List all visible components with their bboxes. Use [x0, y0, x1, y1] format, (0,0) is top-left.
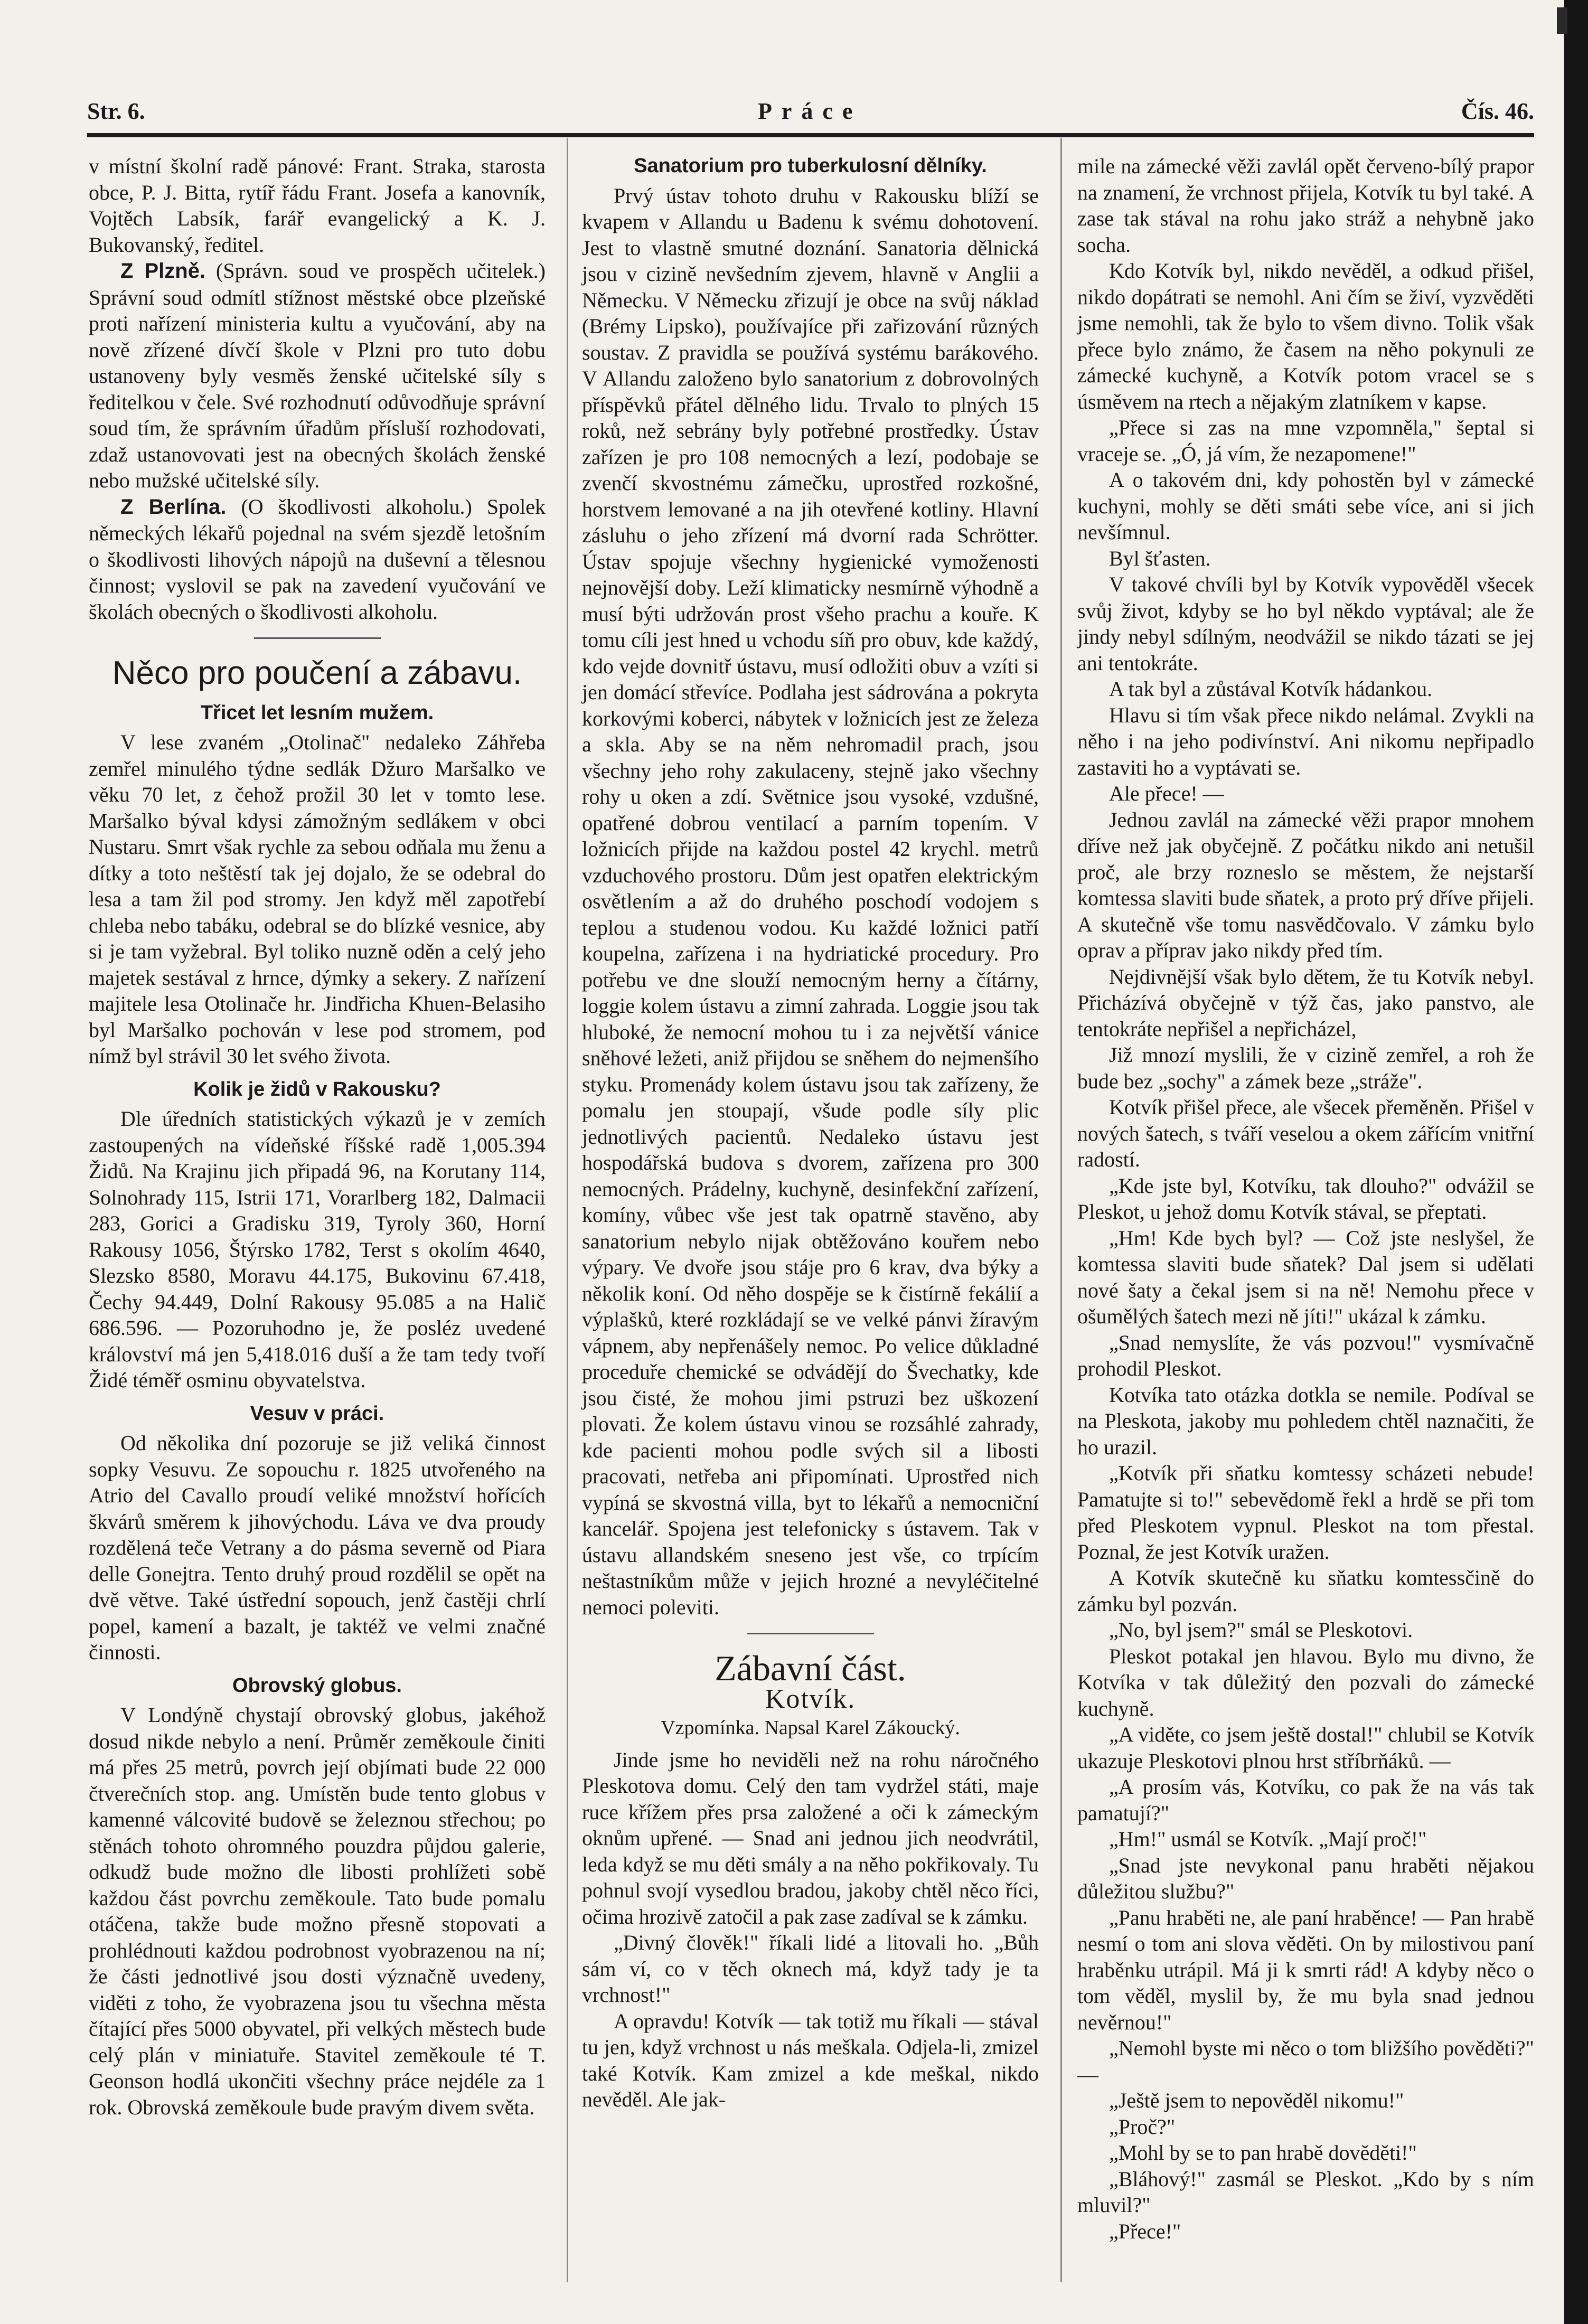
scan-mark — [1557, 7, 1567, 34]
story-paragraph: „Snad jste nevykonal panu hraběti nějakou důležitou službu?" — [1077, 1853, 1534, 1903]
article-heading: Obrovský globus. — [232, 1674, 402, 1697]
article-paragraph — [89, 494, 546, 625]
column-rule — [567, 138, 568, 2282]
section-title: Zábavní část. — [715, 1648, 906, 1688]
article-heading: Kolik je židů v Rakousku? — [193, 1078, 441, 1100]
issue-number: Čís. 46. — [1461, 98, 1534, 124]
page-header — [87, 98, 1534, 135]
story-paragraph: Kotvíka tato otázka dotkla se nemile. Podíval se na Pleskota, jakoby mu pohledem chtěl naznačiti, že ho urazil. — [1077, 1382, 1534, 1459]
article-paragraph: Od několika dní pozoruje se již veliká činnost sopky Vesuvu. Ze sopouchu r. 1825 utvořeného na Atrio del Cavallo proudí veliké množství hořících škvárů směrem k jihovýchodu. Láva ve dva proudy rozdělená teče Vetrany a do pásma severně od Piara delle Gonejtra. Tento druhý proud rozdělil se opět na dvě větve. Také ústřední sopouch, jenž častěji chrlí popel, kamení a bazalt, je taktéž ve velmi značné činnosti. — [89, 1431, 546, 1664]
article-paragraph: Prvý ústav tohoto druhu v Rakousku blíží se kvapem v Allandu u Badenu k svému dohotovení. Jest to vlastně smutné doznání. Sanatoria dělnická jsou v cizině nevšedním zjevem, hlavně v Anglii a Německu. V Německu zřizují je obce na svůj náklad (Brémy Lipsko), používajíce při zařizování různých soustav. Z pravidla se používá systému barákového. V Allandu založeno bylo sanatorium z dobrovolných příspěvků přátel dělného lidu. Trvalo to plných 15 roků, než sebrány byly potřebné prostředky. Ústav zařízen je pro 108 nemocných a lezí, podobaje se zvenčí skvostnému zámečku, uprostřed rozkošné, horstvem lemované a na jih otevřené kotliny. Hlavní zásluhu o jeho zřízení má dvorní rada Schrötter. Ústav spojuje všechny hygienické vymoženosti nejnovější doby. Leží klimaticky nesmírně výhodně a musí býti udržován prost všeho prachu a kouře. K tomu cíli jest hned u vchodu síň pro obuv, kde každý, kdo vejde dovnitř ústavu, musí odložiti obuv a vzíti si jen domácí střevíce. Podlaha jest sádrována a pokryta korkovými koberci, nábytek v ložnicích jest ze železa a skla. Aby se na něm nehromadil prach, jsou všechny jeho rohy zakulaceny, stejně jako všechny rohy u oken a zdí. Světnice jsou vysoké, vzdušné, opatřené dobrou ventilací a parním topením. V ložnicích přijde na každou postel 42 krychl. metrů vzduchového prostoru. Dům jest opatřen elektrickým osvětlením a až do druhého poschodí vodojem s teplou a studenou vodou. Ku každé ložnici patří koupelna, zařízena i na hydriatické procedury. Pro potřebu ve dne slouží nemocným herny a čítárny, loggie kolem ústavu a zimní zahrada. Loggie jsou tak hluboké, že nemocní mohou tu i za největší vánice sněhové ležeti, aniž přijdou se sněhem do nejmenšího styku. Promenády kolem ústavu jsou tak zařízeny, že pomalu jen stoupají, všude podle síly plic jednotlivých pacientů. Nedaleko ústavu jest hospodářská budova s dvorem, zařízena pro 300 nemocných. Prádelny, kuchyně, desinfekční zařízení, komíny, vůbec vše jest tak opatrně stavěno, aby sanatorium nebylo nijak obtěžováno kouřem nebo výpary. Ve dvoře jsou stáje pro 6 krav, dva býky a několik koní. Od něho dospěje se k čistírně fekálií a výplašků, které rozkládají se ve velké pánvi žíravým vápnem, aby nepřenášely nemoc. Po velice důkladné proceduře chemické se odvádějí do Švechatky, kde jsou čisté, že mohou jimi pstruzi bez uškození plovati. Že kolem ústavu vinou se rozsáhlé zahrady, kde pacienti mohou podle svých sil a libosti pracovati, netřeba ani připomínati. Uprostřed nich vypíná se skvostná villa, byt to lékařů a nemocniční kancelář. Spojena jest telefonicky s ústavem. Tak v ústavu allandském sneseno jest vše, co trpícím neštastníkům může v jejich hrozné a nevyléčitelné nemoci poleviti. — [582, 183, 1039, 1619]
column-rule — [1060, 138, 1062, 2282]
story-paragraph: Pleskot potakal jen hlavou. Bylo mu divno, že Kotvíka v tak důležitý den pozvali do zámecké kuchyně. — [1077, 1644, 1534, 1720]
story-paragraph: „Kde jste byl, Kotvíku, tak dlouho?" odvážil se Pleskot, u jehož domu Kotvík stával, se přeptati. — [1077, 1173, 1534, 1224]
story-paragraph: „A viděte, co jsem ještě dostal!" chlubil se Kotvík ukazuje Pleskotovi plnou hrst stříbrňáků. — — [1077, 1723, 1534, 1773]
story-paragraph: A Kotvík skutečně ku sňatku komtessčině do zámku byl pozván. — [1077, 1566, 1534, 1616]
story-paragraph: Jednou zavlál na zámecké věži prapor mnohem dříve než jak obyčejně. Z počátku nikdo ani netušil proč, ale brzy rozneslo se městem, že nejstarší komtessa slaviti bude sňatek, a proto prý dříve přijeli. A skutečně vše tomu nasvědčovalo. V zámku bylo oprav a příprav jako nikdy před tím. — [1077, 807, 1534, 962]
story-paragraph: „Panu hraběti ne, ale paní hraběnce! — Pan hrabě nesmí o tom ani slova věděti. On by milostivou paní hraběnku utrápil. Má ji k smrti rád! A kdyby něco o tom věděl, myslil by, že mu byla snad jednou nevěrnou!" — [1077, 1905, 1534, 2034]
story-paragraph: Nejdivnější však bylo dětem, že tu Kotvík nebyl. Přicházívá obyčejně v týž čas, jako panstvo, ale tentokráte nepřišel a nepřicházel, — [1077, 964, 1534, 1041]
article-text: (Správn. soud ve prospěch učitelek.) Správní soud odmítl stížnost městské obce plzeňské proti nařízení ministeria kultu a vyučování, aby na nově zřízené dívčí škole v Plzni pro tuto dobu ustanoveny byly vesměs ženské učitelské síly s ředitelkou v čele. Své rozhodnutí odůvodňuje správní soud tím, že správním úřadům přísluší rozhodovati, zdaž ustanovovati jest na obecných školách ženské nebo mužské učitelské síly. — [89, 259, 546, 492]
column-3 — [1077, 153, 1534, 2244]
story-paragraph: „Proč?" — [1109, 2114, 1176, 2139]
article-heading: Vesuv v práci. — [250, 1402, 384, 1425]
dateline: Z Berlína. — [120, 495, 227, 519]
story-paragraph: Jinde jsme ho neviděli než na rohu náročného Pleskotova domu. Celý den tam vydržel státi, maje ruce křížem přes prsa založené a oči k zámeckým oknům upřené. — Snad ani jednou jich neodvrátil, leda když se mu děti smály a na něho pokřikovaly. Tu pohnul svojí vysedlou bradou, jakoby chtěl něco říci, očima hrozivě zatočil a pak zase zadíval se k zámku. — [582, 1747, 1039, 1928]
story-paragraph: A tak byl a zůstával Kotvík hádankou. — [1109, 677, 1433, 701]
story-paragraph: Byl šťasten. — [1109, 546, 1211, 570]
story-paragraph: „Hm! Kde bych byl? — Což jste neslyšel, že komtessa slaviti bude sňatek? Dal jsem si udělati nové šaty a čekal jsem si na ně! Nemohu přece v ošumělých šatech mezi ně jíti!" ukázal k zámku. — [1077, 1226, 1534, 1328]
header-rule — [87, 133, 1534, 137]
story-paragraph: „Bláhový!" zasmál se Pleskot. „Kdo by s ním mluvil?" — [1077, 2167, 1534, 2217]
section-title: Něco pro poučení a zábavu. — [112, 655, 522, 691]
article-heading: Třicet let lesním mužem. — [200, 701, 434, 724]
story-paragraph: V takové chvíli byl by Kotvík vypověděl všecek svůj život, kdyby se ho byl někdo vyptával; ale že jindy nebyl sdílným, neodvážil se nikdo tázati se jej ani tentokráte. — [1077, 572, 1534, 675]
story-paragraph: Již mnozí myslili, že v cizině zemřel, a roh že bude bez „sochy" a zámek beze „stráže". — [1077, 1043, 1534, 1093]
story-paragraph: „Divný člověk!" říkali lidé a litovali ho. „Bůh sám ví, co v těch oknech má, když tady je ta vrchnost!" — [582, 1931, 1039, 2007]
byline: Vzpomínka. Napsal Karel Zákoucký. — [661, 1717, 960, 1739]
article-paragraph — [89, 258, 546, 494]
story-paragraph: „Hm!" usmál se Kotvík. „Mají proč!" — [1109, 1827, 1427, 1851]
article-heading: Sanatorium pro tuberkulosní dělníky. — [634, 155, 987, 177]
story-paragraph: Ale přece! — — [1109, 782, 1224, 805]
story-paragraph: „Snad nemyslíte, že vás pozvou!" vysmívačně prohodil Pleskot. — [1077, 1330, 1534, 1380]
article-paragraph: Dle úředních statistických výkazů je v zemích zastoupených na vídeňské říšské radě 1,005.394 Židů. Na Krajinu jich připadá 96, na Korutany 114, Solnohrady 115, Istrii 171, Vorarlberg 182, Dalmacii 283, Gorici a Gradisku 319, Tyroly 360, Horní Rakousy 1056, Štýrsko 1782, Terst s okolím 4640, Slezsko 8580, Moravu 44.175, Bukovinu 67.418, Čechy 94.449, Dolní Rakousy 95.085 a na Halič 686.596. — Pozoruhodno je, že posléz uvedené království má jen 5,418.016 duší a že tam tedy tvoří Židé téměř osminu obyvatelstva. — [89, 1107, 546, 1392]
article-text: (O škodlivosti alkoholu.) Spolek německých lékařů pojednal na svém sjezdě letošním o škodlivosti lihových nápojů na duševní a tělesnou činnost; vyslovil se pak na zavedení vyučování ve školách obecných o škodlivosti alkoholu. — [89, 494, 546, 624]
separator — [747, 1633, 874, 1634]
story-paragraph: Hlavu si tím však přece nikdo nelámal. Zvykli na něho i na jeho podivínství. Ani nikomu nepřipadlo zastaviti ho a vyptávati se. — [1077, 703, 1534, 779]
story-paragraph: „No, byl jsem?" smál se Pleskotovi. — [1109, 1618, 1413, 1642]
separator — [254, 637, 381, 639]
article-paragraph: v místní školní radě pánové: Frant. Straka, starosta obce, P. J. Bitta, rytíř řádu Frant. Josefa a kanovník, Vojtěch Labsík, farář evangelický a K. J. Bukovanský, ředitel. — [89, 154, 546, 257]
newspaper-title: Práce — [758, 98, 862, 124]
story-title: Kotvík. — [765, 1683, 856, 1714]
story-paragraph: mile na zámecké věži zavlál opět červeno-bílý prapor na znamení, že vrchnost přijela, Kotvík tu byl také. A zase tak stával na rohu jako stráž a nehybně jako socha. — [1077, 154, 1534, 257]
dateline: Z Plzně. — [120, 259, 206, 283]
story-paragraph: „Mohl by se to pan hrabě dověděti!" — [1109, 2141, 1417, 2165]
column-1 — [89, 153, 546, 2120]
column-2 — [582, 153, 1039, 2113]
page-number: Str. 6. — [87, 98, 145, 124]
story-paragraph: „Nemohl byste mi něco o tom bližšího pověděti?" — — [1077, 2036, 1534, 2086]
scan-edge — [1564, 0, 1588, 2324]
story-paragraph: „Kotvík při sňatku komtessy scházeti nebude! Pamatujte si to!" sebevědomě řekl a hrdě se při tom před Pleskotem vypnul. Pleskot na tom přestal. Poznal, že jest Kotvík uražen. — [1077, 1461, 1534, 1564]
article-paragraph: V Londýně chystají obrovský globus, jakéhož dosud nikde nebylo a není. Průměr zeměkoule činiti má přes 25 metrů, povrch její objímati bude 22 000 čtverečních stop. ang. Umístěn bude tento globus v kamenné válcovité budově se železnou střechou; po stěnách tohoto ohromného pouzdra půjdou galerie, odkudž bude možno dle libosti prohlížeti sobě každou část povrchu zeměkoule. Tato bude pomalu otáčena, takže bude možno přesně stopovati a prohlédnouti každou podrobnost vyobrazenou na ní; že části jednotlivé jsou dosti význačně uvedeny, viděti z toho, že vyobrazena jsou tu všechna města čítající přes 5000 obyvatel, při velkých městech bude celý plán v miniatuře. Stavitel zeměkoule té T. Geonson hodlá ukončiti všechny práce nejdéle za 1 rok. Obrovská zeměkoule bude pravým divem světa. — [89, 1703, 546, 2119]
story-paragraph: Kdo Kotvík byl, nikdo nevěděl, a odkud přišel, nikdo dopátrati se nemohl. Ani čím se živí, vyzvěděti jsme nemohli, tak že bylo to všem divno. Tolik však přece bylo známo, že časem na něho pokynuli ze zámecké kuchyně, a Kotvík potom vracel se s úsměvem na rtech a nějakým zlatníkem v kapse. — [1077, 259, 1534, 413]
story-paragraph: „Ještě jsem to nepověděl nikomu!" — [1109, 2088, 1404, 2112]
article-paragraph: V lese zvaném „Otolinač" nedaleko Záhřeba zemřel minulého týdne sedlák Džuro Maršalko ve věku 70 let, z čehož prožil 30 let v tomto lese. Maršalko býval kdysi zámožným sedlákem v obci Nustaru. Smrt však rychle za sebou odňala mu ženu a dítky a toto neštěstí tak jej dojalo, že se odebral do lesa a tam žil pod stromy. Jen když měl zapotřebí chleba nebo tabáku, odebral se do blízké vesnice, aby si je tam vyžebral. Byl toliko nuzně oděn a celý jeho majetek sestával z hrnce, dýmky a sekery. Z nařízení majitele lesa Otolinače hr. Jindřicha Khuen-Belasiho byl Maršalko pochován v lese pod stromem, pod nímž byl strávil 30 let svého života. — [89, 730, 546, 1068]
story-paragraph: „Přece!" — [1109, 2219, 1181, 2243]
story-paragraph: Kotvík přišel přece, ale všecek přeměněn. Přišel v nových šatech, s tváří veselou a okem zářícím vnitřní radostí. — [1077, 1095, 1534, 1171]
story-paragraph: „Přece si zas na mne vzpomněla," šeptal si vraceje se. „Ó, já vím, že nezapomene!" — [1077, 416, 1534, 466]
story-paragraph: A opravdu! Kotvík — tak totiž mu říkali — stával tu jen, když vrchnost u nás meškala. Odjela-li, zmizel také Kotvík. Kam zmizel a kde meškal, nikdo nevěděl. Ale jak- — [582, 2009, 1039, 2111]
story-paragraph: „A prosím vás, Kotvíku, co pak že na vás tak pamatují?" — [1077, 1775, 1534, 1825]
story-paragraph: A o takovém dni, kdy pohostěn byl v zámecké kuchyni, mohly se děti smáti sebe více, ani si jich nevšímnul. — [1077, 468, 1534, 544]
